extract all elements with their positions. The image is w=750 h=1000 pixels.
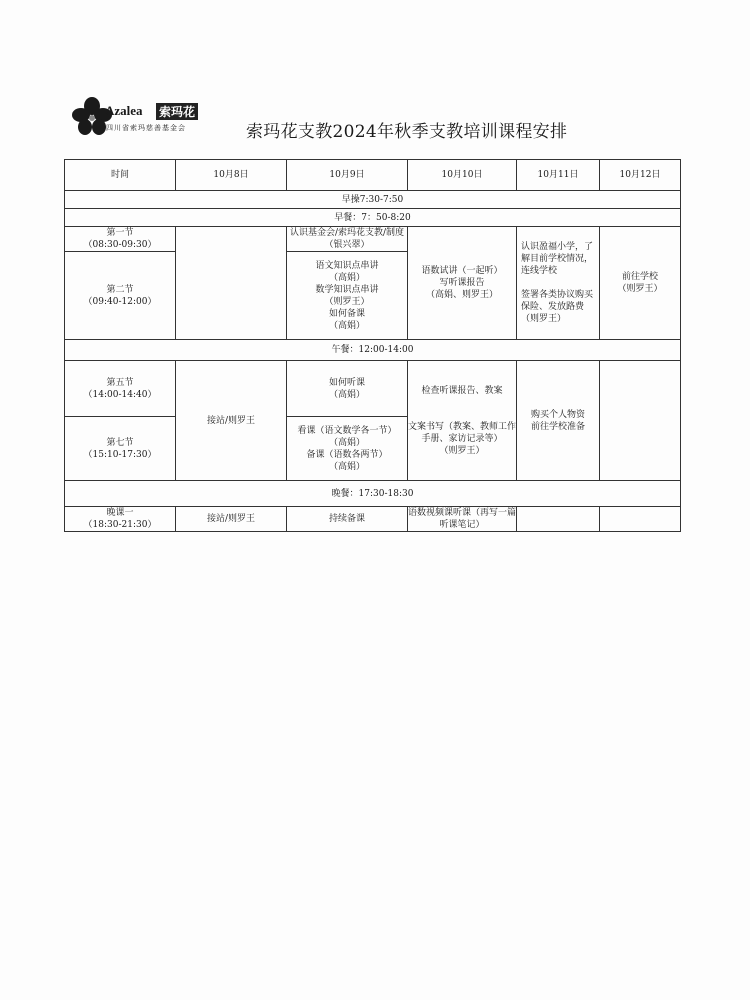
block2-oct8: 接站/则罗王 — [176, 361, 287, 481]
morning-exercise: 早操7:30-7:50 — [65, 191, 681, 209]
schedule-table — [64, 159, 681, 532]
period-7-time: 第七节 （15:10-17:30） — [65, 417, 176, 481]
period-1-time: 第一节 （08:30-09:30） — [65, 227, 176, 252]
header-time: 时间 — [65, 160, 176, 191]
evening-oct10: 语数视频课听课（再写一篇听课笔记） — [408, 508, 517, 530]
breakfast-row — [65, 209, 681, 227]
header-oct8: 10月8日 — [176, 160, 287, 191]
block1-oct8 — [176, 227, 287, 340]
header-row — [65, 160, 681, 191]
foundation-logo — [70, 97, 220, 137]
period-2-time: 第二节 （09:40-12:00） — [65, 252, 176, 340]
header-oct11: 10月11日 — [517, 160, 600, 191]
block2-oct9-top: 如何听课 （高娟） — [287, 361, 408, 417]
block1-oct11: 认识盈福小学，了解目前学校情况，连线学校 签署各类协议购买保险、发放路费 （则罗王） — [517, 227, 600, 340]
lunch-row — [65, 340, 681, 361]
period-5-time: 第五节 （14:00-14:40） — [65, 361, 176, 417]
block2-oct11: 购买个人物资 前往学校准备 — [517, 361, 600, 481]
block2-oct12 — [600, 361, 681, 481]
block1-oct10: 语数试讲（一起听） 写听课报告 （高娟、则罗王） — [408, 227, 517, 340]
evening-oct12 — [600, 507, 681, 532]
evening-oct8: 接站/则罗王 — [176, 507, 287, 532]
lunch: 午餐：12:00-14:00 — [65, 340, 681, 361]
logo-chinese-name: 索玛花 — [156, 103, 198, 120]
logo-subtitle: 四川省索玛慈善基金会 — [106, 124, 186, 132]
evening-oct11 — [517, 507, 600, 532]
block1-oct12: 前往学校 （则罗王） — [600, 227, 681, 340]
dinner-row — [65, 481, 681, 507]
dinner: 晚餐：17:30-18:30 — [65, 481, 681, 507]
block2-oct10: 检查听课报告、教案 文案书写（教案、教师工作手册、家访记录等） （则罗王） — [408, 361, 517, 481]
block2-oct9-bottom: 看课（语文数学各一节） （高娟） 备课（语数各两节） （高娟） — [287, 417, 408, 481]
evening-period-time: 晚课一 （18:30-21:30） — [65, 507, 176, 532]
header-oct9: 10月9日 — [287, 160, 408, 191]
logo-english-name: Azalea — [105, 103, 143, 118]
period-1-row — [65, 227, 681, 252]
header-oct10: 10月10日 — [408, 160, 517, 191]
block1-oct9-bottom: 语文知识点串讲 （高娟） 数学知识点串讲 （则罗王） 如何备课 （高娟） — [287, 252, 408, 340]
evening-row — [65, 507, 681, 532]
breakfast: 早餐：7：50-8:20 — [65, 209, 681, 227]
block1-oct9-top: 认识基金会/索玛花支教/制度（银兴翠） — [287, 227, 408, 252]
morning-exercise-row — [65, 191, 681, 209]
evening-oct9: 持续备课 — [287, 507, 408, 532]
page-title: 索玛花支教2024年秋季支教培训课程安排 — [246, 122, 568, 142]
period-5-row — [65, 361, 681, 417]
header-oct12: 10月12日 — [600, 160, 681, 191]
